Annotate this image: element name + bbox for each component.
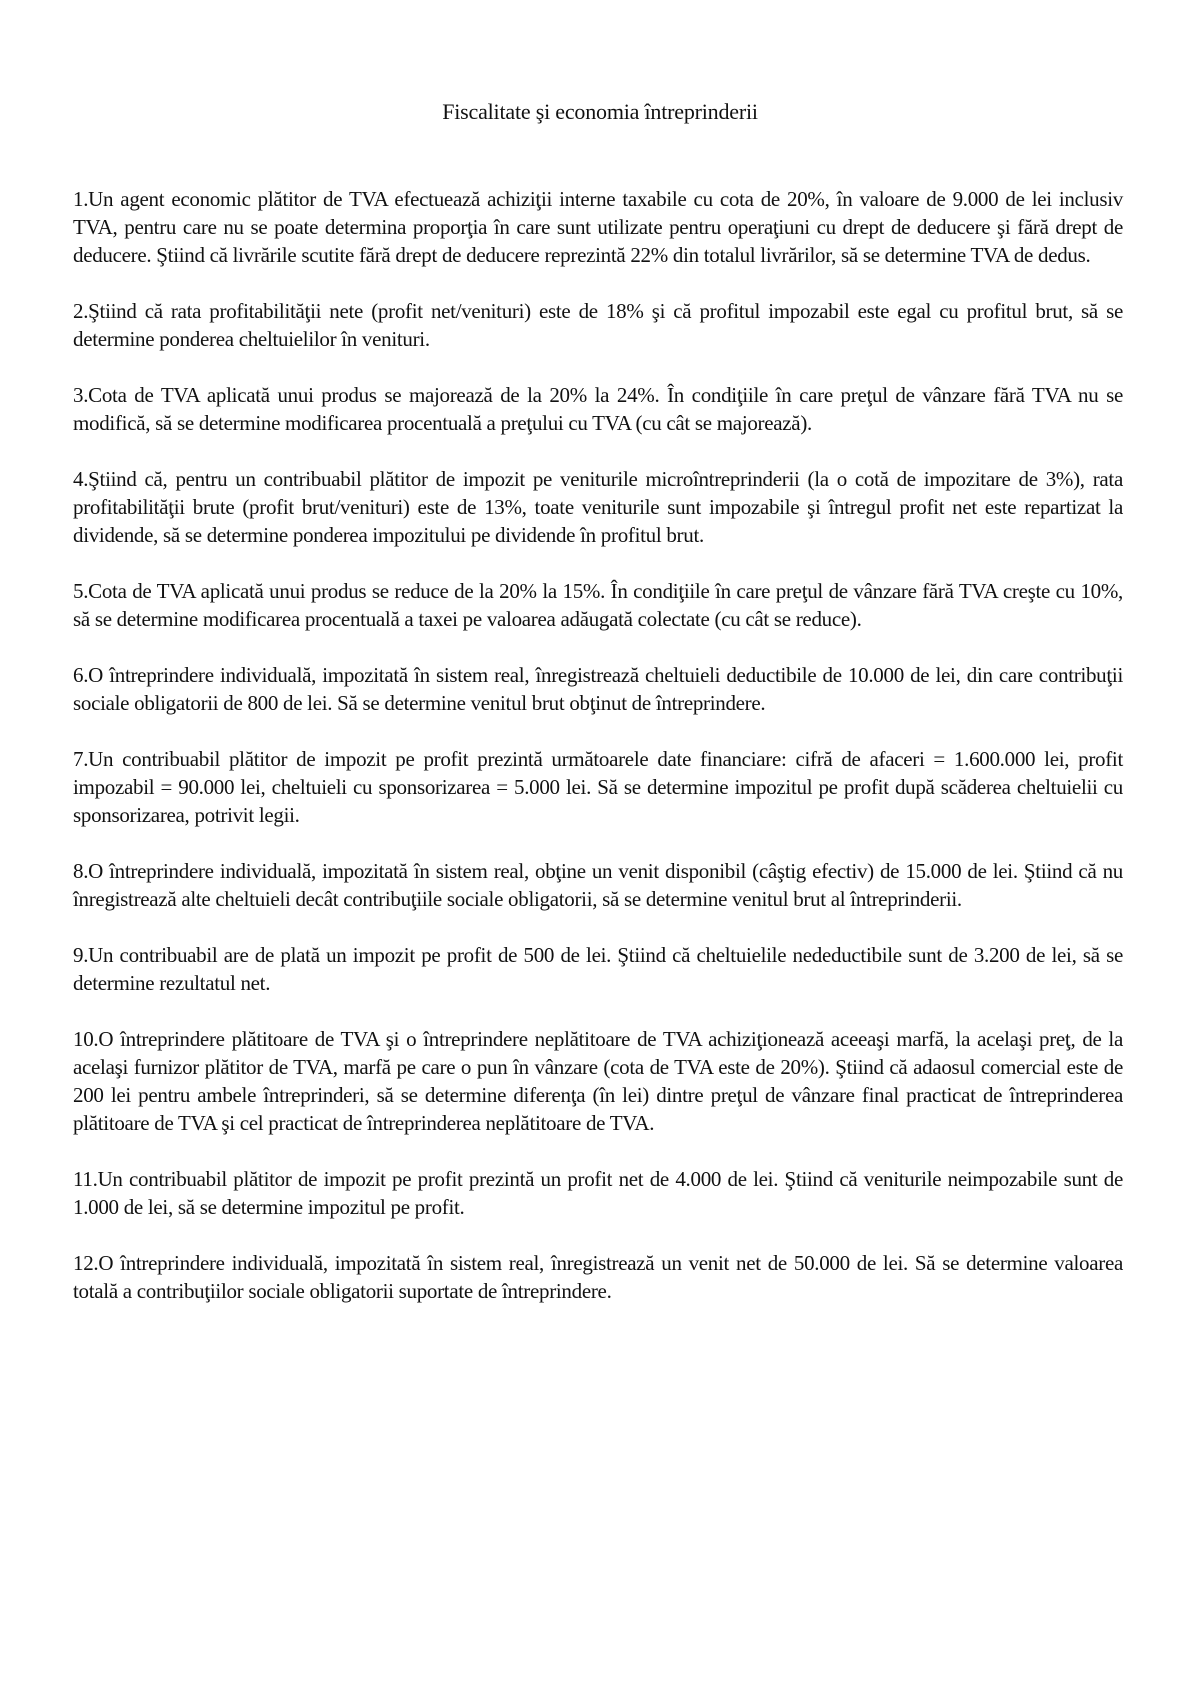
problem-6: 6.O întreprindere individuală, impozitată în sistem real, înregistrează cheltuieli deductibile de 10.000 de lei, din care contribuţii sociale obligatorii de 800 de lei. Să se determine venitul brut obţinut de întreprindere. — [73, 663, 1123, 715]
problem-12: 12.O întreprindere individuală, impozitată în sistem real, înregistrează un venit net de 50.000 de lei. Să se determine valoarea totală a contribuţiilor sociale obligatorii suportate de întreprindere. — [73, 1251, 1123, 1303]
problem-list — [73, 185, 1123, 1333]
document-title: Fiscalitate şi economia întreprinderii — [442, 99, 758, 124]
problem-4: 4.Ştiind că, pentru un contribuabil plătitor de impozit pe veniturile microîntreprinderii (la o cotă de impozitare de 3%), rata profitabilităţii brute (profit brut/venituri) este de 13%, toate veniturile sunt impozabile şi întregul profit net este repartizat la dividende, să se determine ponderea impozitului pe dividende în profitul brut. — [73, 467, 1123, 547]
problem-7: 7.Un contribuabil plătitor de impozit pe profit prezintă următoarele date financiare: cifră de afaceri = 1.600.000 lei, profit impozabil = 90.000 lei, cheltuieli cu sponsorizarea = 5.000 lei. Să se determine impozitul pe profit după scăderea cheltuielii cu sponsorizarea, potrivit legii. — [73, 747, 1123, 827]
problem-2: 2.Ştiind că rata profitabilităţii nete (profit net/venituri) este de 18% şi că profitul impozabil este egal cu profitul brut, să se determine ponderea cheltuielilor în venituri. — [73, 299, 1123, 351]
problem-5: 5.Cota de TVA aplicată unui produs se reduce de la 20% la 15%. În condiţiile în care preţul de vânzare fără TVA creşte cu 10%, să se determine modificarea procentuală a taxei pe valoarea adăugată colectate (cu cât se reduce). — [73, 579, 1123, 631]
problem-10: 10.O întreprindere plătitoare de TVA şi o întreprindere neplătitoare de TVA achiziţionează aceeaşi marfă, la acelaşi preţ, de la acelaşi furnizor plătitor de TVA, marfă pe care o pun în vânzare (cota de TVA este de 20%). Ştiind că adaosul comercial este de 200 lei pentru ambele întreprinderi, să se determine diferenţa (în lei) dintre preţul de vânzare final practicat de întreprinderea plătitoare de TVA şi cel practicat de întreprinderea neplătitoare de TVA. — [73, 1027, 1123, 1135]
problem-1: 1.Un agent economic plătitor de TVA efectuează achiziţii interne taxabile cu cota de 20%, în valoare de 9.000 de lei inclusiv TVA, pentru care nu se poate determina proporţia în care sunt utilizate pentru operaţiuni cu drept de deducere şi fără drept de deducere. Ştiind că livrările scutite fără drept de deducere reprezintă 22% din totalul livrărilor, să se determine TVA de dedus. — [73, 187, 1123, 267]
problem-8: 8.O întreprindere individuală, impozitată în sistem real, obţine un venit disponibil (câştig efectiv) de 15.000 de lei. Ştiind că nu înregistrează alte cheltuieli decât contribuţiile sociale obligatorii, să se determine venitul brut al întreprinderii. — [73, 859, 1123, 911]
problem-9: 9.Un contribuabil are de plată un impozit pe profit de 500 de lei. Ştiind că cheltuielile nedeductibile sunt de 3.200 de lei, să se determine rezultatul net. — [73, 943, 1123, 995]
problem-3: 3.Cota de TVA aplicată unui produs se majorează de la 20% la 24%. În condiţiile în care preţul de vânzare fără TVA nu se modifică, să se determine modificarea procentuală a preţului cu TVA (cu cât se majorează). — [73, 383, 1123, 435]
problem-11: 11.Un contribuabil plătitor de impozit pe profit prezintă un profit net de 4.000 de lei. Ştiind că veniturile neimpozabile sunt de 1.000 de lei, să se determine impozitul pe profit. — [73, 1167, 1123, 1219]
